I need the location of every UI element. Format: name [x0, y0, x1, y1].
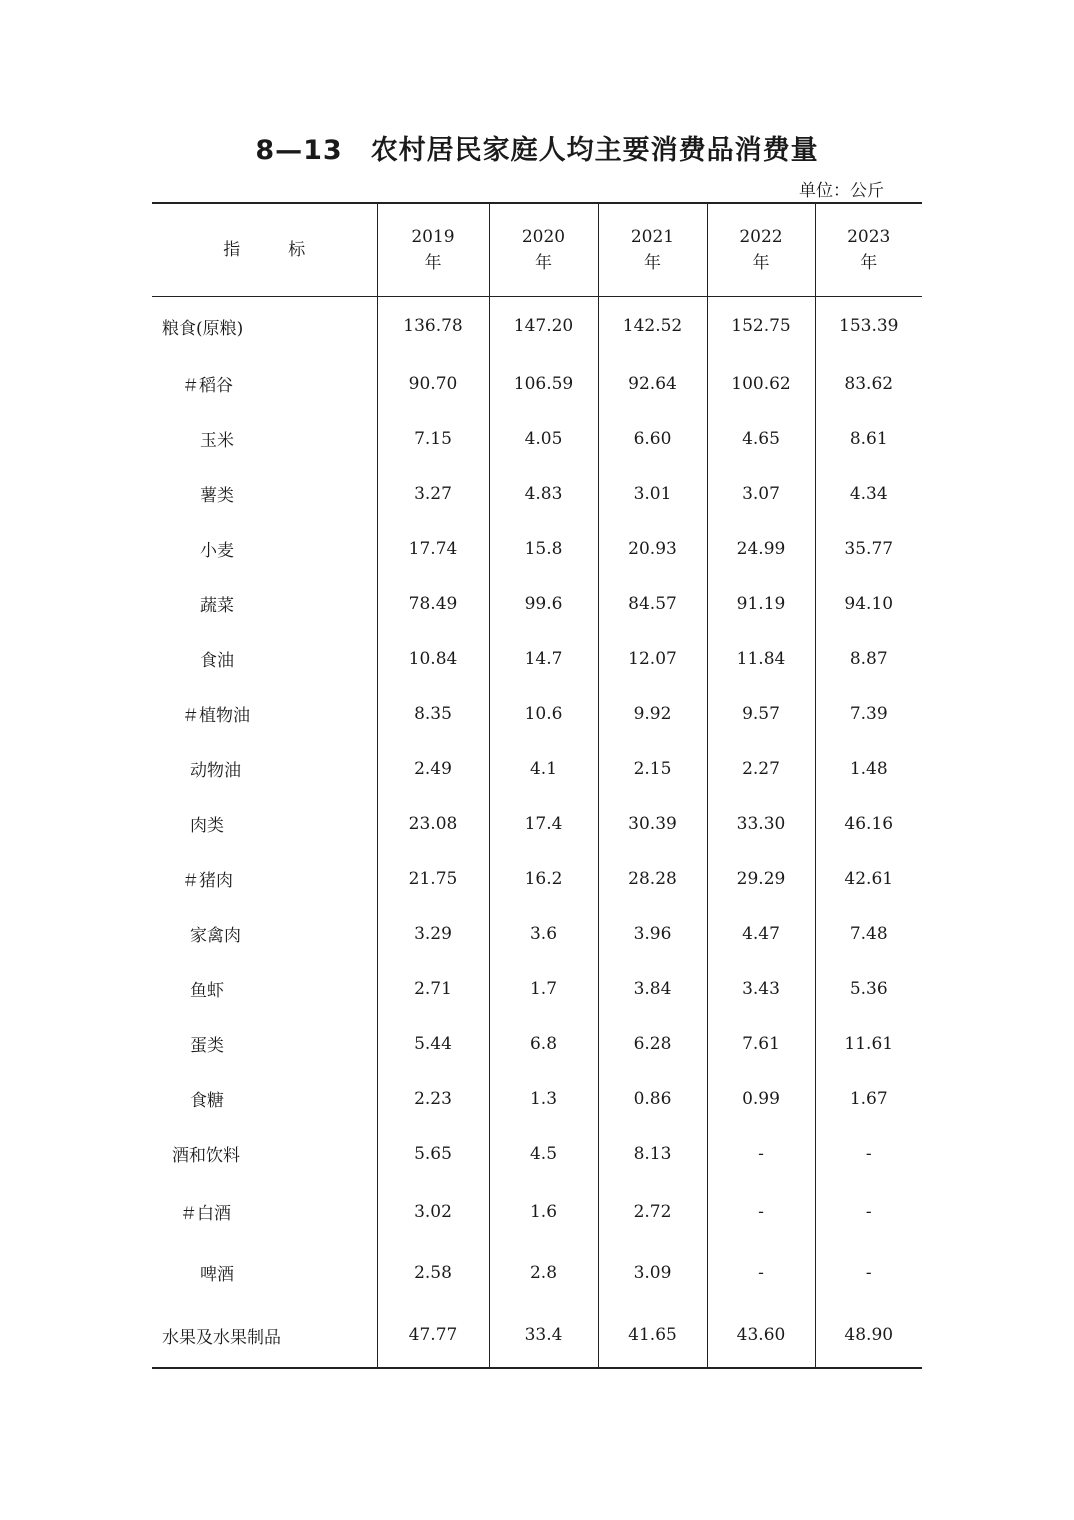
table-cell: 43.60 [707, 1303, 815, 1368]
table-cell: 42.61 [815, 851, 922, 906]
table-row [152, 1242, 922, 1303]
table-cell: 6.28 [598, 1016, 707, 1071]
table-row [152, 356, 922, 411]
table-cell: 4.34 [815, 466, 922, 521]
table-cell: 7.39 [815, 686, 922, 741]
table-cell: 91.19 [707, 576, 815, 631]
table-cell: 41.65 [598, 1303, 707, 1368]
table-cell: 3.43 [707, 961, 815, 1016]
table-row [152, 411, 922, 466]
table-cell: 3.09 [598, 1242, 707, 1303]
table-cell: 2.72 [598, 1181, 707, 1242]
year-value: 2023 [847, 226, 891, 247]
table-cell: 3.96 [598, 906, 707, 961]
table-cell: 1.48 [815, 741, 922, 796]
indicator-header-char-2: 标 [288, 239, 306, 260]
table-cell: 83.62 [815, 356, 922, 411]
table-cell: 147.20 [489, 296, 598, 356]
table-cell: - [707, 1242, 815, 1303]
table-cell: 0.86 [598, 1071, 707, 1126]
table-cell: 24.99 [707, 521, 815, 576]
table-cell: 3.07 [707, 466, 815, 521]
table-cell: 4.1 [489, 741, 598, 796]
year-header [377, 203, 489, 296]
table-cell: 33.4 [489, 1303, 598, 1368]
year-suffix: 年 [860, 252, 878, 273]
table-cell: - [707, 1126, 815, 1181]
table-row [152, 906, 922, 961]
table-cell: 99.6 [489, 576, 598, 631]
table-cell: 8.35 [377, 686, 489, 741]
row-label: 鱼虾 [190, 981, 224, 1001]
row-label: ＃稻谷 [182, 376, 233, 396]
row-label: 动物油 [190, 761, 241, 781]
table-cell: 9.92 [598, 686, 707, 741]
row-label: 食糖 [190, 1091, 224, 1111]
row-label: 粮食(原粮) [162, 318, 244, 339]
table-cell: 23.08 [377, 796, 489, 851]
table-cell: 90.70 [377, 356, 489, 411]
table-number: 8—13 [255, 135, 343, 166]
indicator-header [152, 203, 377, 296]
table-row [152, 631, 922, 686]
table-cell: 16.2 [489, 851, 598, 906]
table-row [152, 1016, 922, 1071]
table-cell: 2.49 [377, 741, 489, 796]
table-cell: 3.84 [598, 961, 707, 1016]
table-cell: 136.78 [377, 296, 489, 356]
table-cell: 7.61 [707, 1016, 815, 1071]
row-label: ＃猪肉 [182, 871, 233, 891]
table-cell: 94.10 [815, 576, 922, 631]
year-value: 2019 [411, 226, 455, 247]
table-cell: 92.64 [598, 356, 707, 411]
table-cell: 1.7 [489, 961, 598, 1016]
table-cell: 4.83 [489, 466, 598, 521]
row-label: 酒和饮料 [172, 1146, 240, 1166]
header-row [152, 203, 922, 296]
row-label: 薯类 [200, 486, 234, 506]
year-header [489, 203, 598, 296]
table-cell: - [815, 1242, 922, 1303]
year-value: 2020 [521, 226, 566, 247]
row-label: 啤酒 [200, 1265, 234, 1285]
table-cell: 1.6 [489, 1181, 598, 1242]
table-cell: 7.15 [377, 411, 489, 466]
table-cell: 2.58 [377, 1242, 489, 1303]
year-header [598, 203, 707, 296]
table-cell: 17.4 [489, 796, 598, 851]
table-cell: 20.93 [598, 521, 707, 576]
table-row [152, 961, 922, 1016]
table-cell: 4.5 [489, 1126, 598, 1181]
table-cell: 4.47 [707, 906, 815, 961]
year-value: 2022 [739, 226, 783, 247]
table-cell: 3.6 [489, 906, 598, 961]
table-cell: 2.8 [489, 1242, 598, 1303]
table-cell: 48.90 [815, 1303, 922, 1368]
table-cell: 8.61 [815, 411, 922, 466]
table-cell: 1.67 [815, 1071, 922, 1126]
table-row [152, 466, 922, 521]
year-suffix: 年 [535, 252, 552, 273]
table-cell: 10.84 [377, 631, 489, 686]
row-label: ＃植物油 [182, 706, 250, 726]
table-cell: - [815, 1126, 922, 1181]
year-header [707, 203, 815, 296]
table-cell: 29.29 [707, 851, 815, 906]
table-cell: 2.23 [377, 1071, 489, 1126]
table-cell: 21.75 [377, 851, 489, 906]
table-cell: 6.60 [598, 411, 707, 466]
table-row [152, 296, 922, 356]
table-cell: 7.48 [815, 906, 922, 961]
year-suffix: 年 [424, 252, 442, 273]
table-cell: 2.71 [377, 961, 489, 1016]
table-cell: 142.52 [598, 296, 707, 356]
row-label: 蛋类 [190, 1036, 224, 1056]
row-label: 玉米 [200, 431, 234, 451]
table-title: 农村居民家庭人均主要消费品消费量 [370, 135, 819, 166]
table-cell: 5.65 [377, 1126, 489, 1181]
consumption-table [152, 202, 922, 1369]
table-cell: 9.57 [707, 686, 815, 741]
table-cell: 8.87 [815, 631, 922, 686]
table-cell: 33.30 [707, 796, 815, 851]
row-label: 水果及水果制品 [152, 1303, 377, 1368]
table-cell: 2.27 [707, 741, 815, 796]
page-title [0, 128, 1074, 167]
table-cell: 152.75 [707, 296, 815, 356]
table-cell: 14.7 [489, 631, 598, 686]
table-cell: 5.44 [377, 1016, 489, 1071]
table-cell: 30.39 [598, 796, 707, 851]
table-cell: 46.16 [815, 796, 922, 851]
table-cell: 11.84 [707, 631, 815, 686]
table-cell: 84.57 [598, 576, 707, 631]
table-cell: - [815, 1181, 922, 1242]
table-cell: 12.07 [598, 631, 707, 686]
year-header [815, 203, 922, 296]
table-cell: 3.29 [377, 906, 489, 961]
table-cell: 100.62 [707, 356, 815, 411]
table-cell: 6.8 [489, 1016, 598, 1071]
year-suffix: 年 [752, 252, 770, 273]
table-row [152, 1071, 922, 1126]
table-cell: 15.8 [489, 521, 598, 576]
table-row [152, 521, 922, 576]
table-row [152, 1303, 922, 1368]
table-row [152, 686, 922, 741]
table-cell: 35.77 [815, 521, 922, 576]
table-cell: 0.99 [707, 1071, 815, 1126]
table-cell: - [707, 1181, 815, 1242]
table-cell: 17.74 [377, 521, 489, 576]
table-cell: 47.77 [377, 1303, 489, 1368]
table-cell: 10.6 [489, 686, 598, 741]
row-label: 小麦 [200, 541, 234, 561]
table-cell: 4.65 [707, 411, 815, 466]
table-cell: 4.05 [489, 411, 598, 466]
row-label: ＃白酒 [180, 1204, 231, 1224]
year-suffix: 年 [644, 252, 661, 273]
table-cell: 2.15 [598, 741, 707, 796]
table-row [152, 1126, 922, 1181]
indicator-header-char-1: 指 [223, 239, 241, 260]
table-cell: 11.61 [815, 1016, 922, 1071]
table-cell: 3.01 [598, 466, 707, 521]
year-value: 2021 [630, 226, 675, 247]
table-cell: 106.59 [489, 356, 598, 411]
row-label: 肉类 [190, 816, 224, 836]
table-cell: 78.49 [377, 576, 489, 631]
table-cell: 1.3 [489, 1071, 598, 1126]
table-row [152, 576, 922, 631]
row-label: 蔬菜 [200, 596, 234, 616]
table-cell: 153.39 [815, 296, 922, 356]
unit-label: 单位：公斤 [799, 181, 884, 201]
table-cell: 3.02 [377, 1181, 489, 1242]
table-row [152, 796, 922, 851]
table-cell: 5.36 [815, 961, 922, 1016]
row-label: 食油 [200, 651, 234, 671]
table-cell: 28.28 [598, 851, 707, 906]
table-cell: 8.13 [598, 1126, 707, 1181]
table-row [152, 1181, 922, 1242]
table-row [152, 851, 922, 906]
row-label: 家禽肉 [190, 926, 241, 946]
table-row [152, 741, 922, 796]
table-cell: 3.27 [377, 466, 489, 521]
